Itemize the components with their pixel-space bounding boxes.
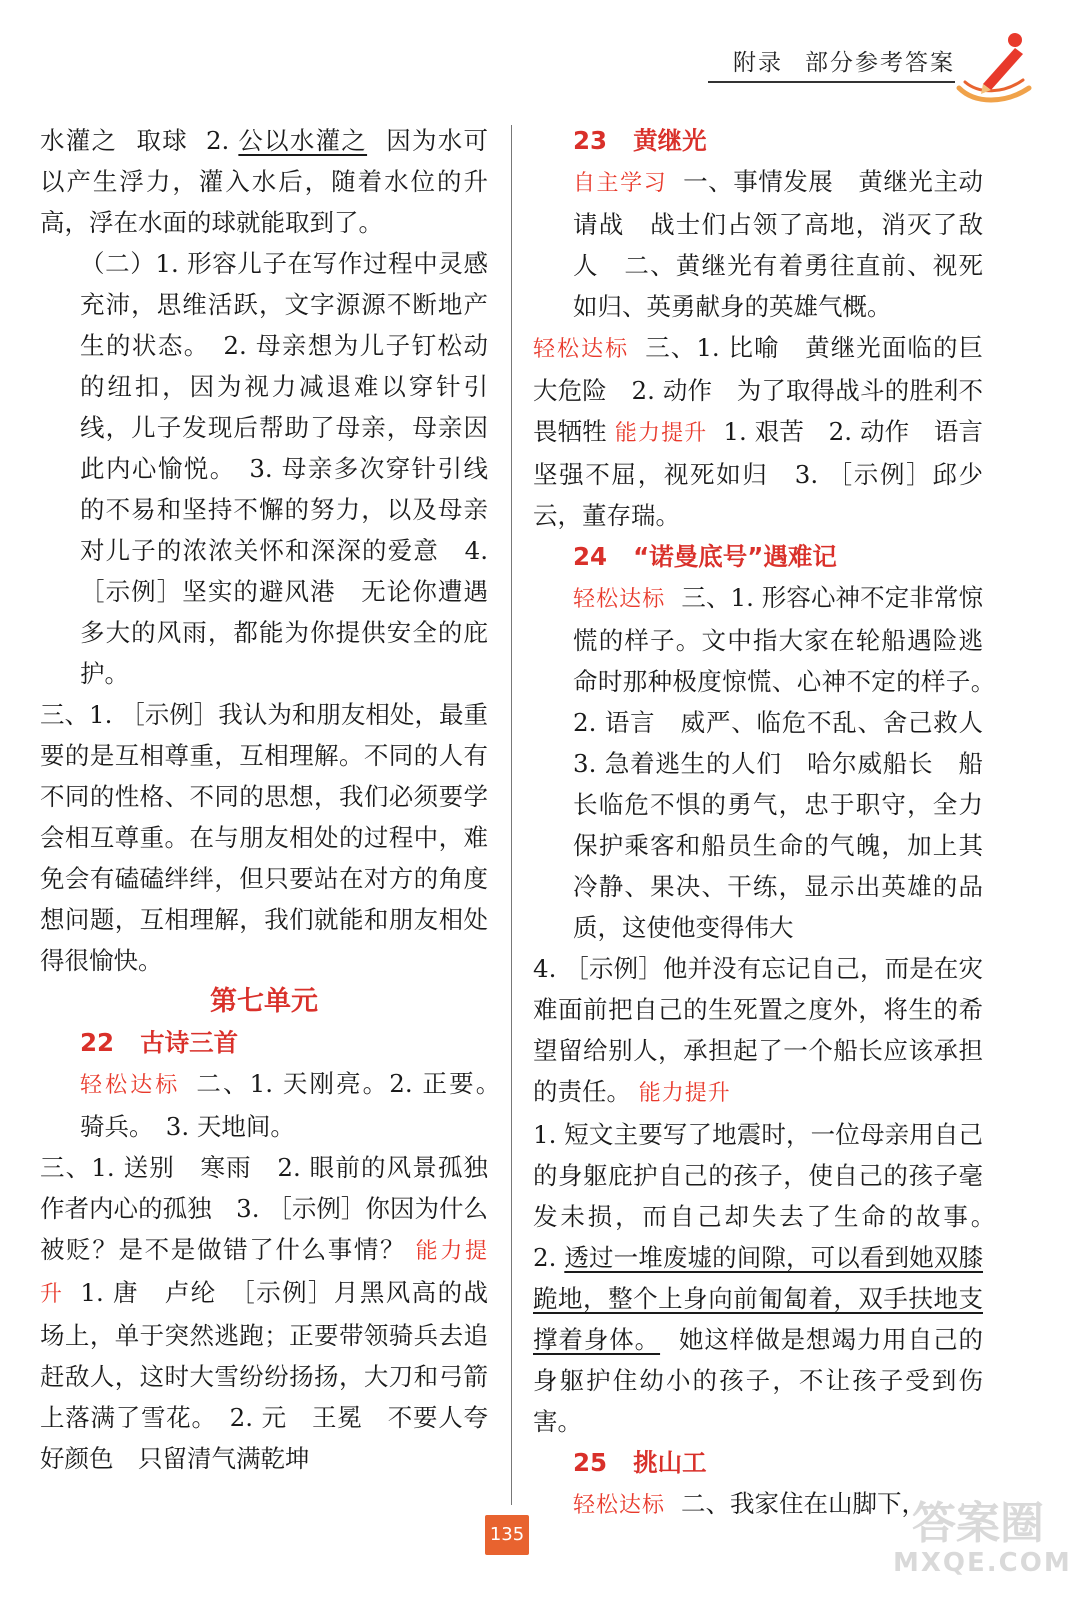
underlined-answer: 公以水灌之: [238, 126, 368, 155]
column-divider: [511, 125, 512, 1505]
lesson-heading-23: 23 黄继光: [573, 126, 707, 155]
tag-easy: 轻松达标: [573, 1493, 666, 1518]
answer-paragraph: 三、1. 送别 寒雨 2. 眼前的风景孤独 作者内心的孤独 3. ［示例］你因为什么被贬？是不是做错了什么事情？ 能力提升 1. 唐 卢纶 ［示例］月黑风高的战场上，单于突然逃跑；正要带领骑兵去追赶敌人，这时大雪纷纷扬扬，大刀和弓箭上落满了雪花。 2. 元 王冕 不要人夸好颜色 只留清气满乾坤: [40, 1153, 513, 1473]
tag-easy: 轻松达标: [533, 337, 630, 362]
unit-heading: 第七单元: [210, 986, 318, 1017]
header-title: 部分参考答案: [805, 50, 955, 76]
header-section: 附录: [733, 50, 783, 76]
answer-paragraph: 水灌之 取球 2. 公以水灌之 因为水可以产生浮力，灌入水后，随着水位的升高，浮在水面的球就能取到了。: [40, 126, 489, 237]
underlined-answer: 透过一堆废墟的间隙，可以看到她双膝跪地，整个上身向前匍匐着，双手扶地支撑着身体。: [533, 1243, 984, 1354]
page-number: 135: [485, 1515, 529, 1555]
lesson-heading-25: 25 挑山工: [573, 1448, 707, 1477]
answer-paragraph: 三、1. ［示例］我认为和朋友相处，最重要的是互相尊重，互相理解。不同的人有不同的性格、不同的思想，我们必须要学会相互尊重。在与朋友相处的过程中，难免会有磕磕绊绊，但只要站在对方的角度想问题，互相理解，我们就能和朋友相处得很愉快。: [40, 700, 488, 975]
tag-self-study: 自主学习: [573, 171, 668, 196]
right-column: [533, 120, 1008, 1526]
answer-paragraph: 轻松达标 三、1. 比喻 黄继光面临的巨大危险 2. 动作 为了取得战斗的胜利不畏牺牲 能力提升 1. 艰苦 2. 动作 语言 坚强不屈，视死如归 3. ［示例］邱少云，董存瑞。: [533, 333, 1008, 530]
tag-ability: 能力提升: [638, 1081, 731, 1106]
answer-paragraph: 轻松达标 二、1. 天刚亮。2. 正要。 骑兵。 3. 天地间。: [80, 1069, 513, 1141]
site-watermark: 答案圈 MXQE.COM: [893, 1498, 1072, 1578]
left-column: [40, 120, 513, 1479]
tag-easy: 轻松达标: [573, 587, 666, 612]
page-header: [708, 44, 955, 83]
answer-paragraph: （二）1. 形容儿子在写作过程中灵感充沛，思维活跃，文字源源不断地产生的状态。 2. 母亲想为儿子钉松动的纽扣，因为视力减退难以穿针引线，儿子发现后帮助了母亲，母亲因此内心愉悦。 3. 母亲多次穿针引线的不易和坚持不懈的努力，以及母亲对儿子的浓浓关怀和深深的爱意 4. ［示例］坚实的避风港 无论你遭遇多大的风雨，都能为你提供安全的庇护。: [80, 249, 488, 688]
tag-ability: 能力提升: [40, 1239, 488, 1307]
lesson-heading-24: 24 “诺曼底号”遇难记: [573, 542, 837, 571]
answer-paragraph: 轻松达标 二、我家住在山脚下，: [573, 1489, 927, 1518]
answer-paragraph: 轻松达标 三、1. 形容心神不定非常惊慌的样子。文中指大家在轮船遇险逃命时那种极度惊慌、心神不定的样子。 2. 语言 威严、临危不乱、舍己救人 3. 急着逃生的人们 哈尔威船长 船长临危不惧的勇气，忠于职守，全力保护乘客和船员生命的气魄，加上其冷静、果决、干练，显示出英雄的品质，这使他变得伟大: [573, 583, 1008, 942]
answer-paragraph: 4. ［示例］他并没有忘记自己，而是在灾难面前把自己的生死置之度外，将生的希望留给别人，承担起了一个船长应该承担的责任。 能力提升: [533, 954, 983, 1106]
lesson-heading-22: 22 古诗三首: [80, 1028, 239, 1057]
tag-easy: 轻松达标: [80, 1073, 181, 1098]
pencil-logo-icon: [953, 30, 1035, 108]
answer-paragraph: 1. 短文主要写了地震时，一位母亲用自己的身躯庇护自己的孩子，使自己的孩子毫发未损，而自己却失去了生命的故事。 2. 透过一堆废墟的间隙，可以看到她双膝跪地，整个上身向前匍匐着，双手扶地支撑着身体。 她这样做是想竭力用自己的身躯护住幼小的孩子，不让孩子受到伤害。: [533, 1120, 1008, 1436]
tag-ability: 能力提升: [614, 421, 708, 446]
answer-paragraph: 自主学习 一、事情发展 黄继光主动请战 战士们占领了高地，消灭了敌人 二、黄继光有着勇往直前、视死如归、英勇献身的英雄气概。: [573, 167, 983, 321]
